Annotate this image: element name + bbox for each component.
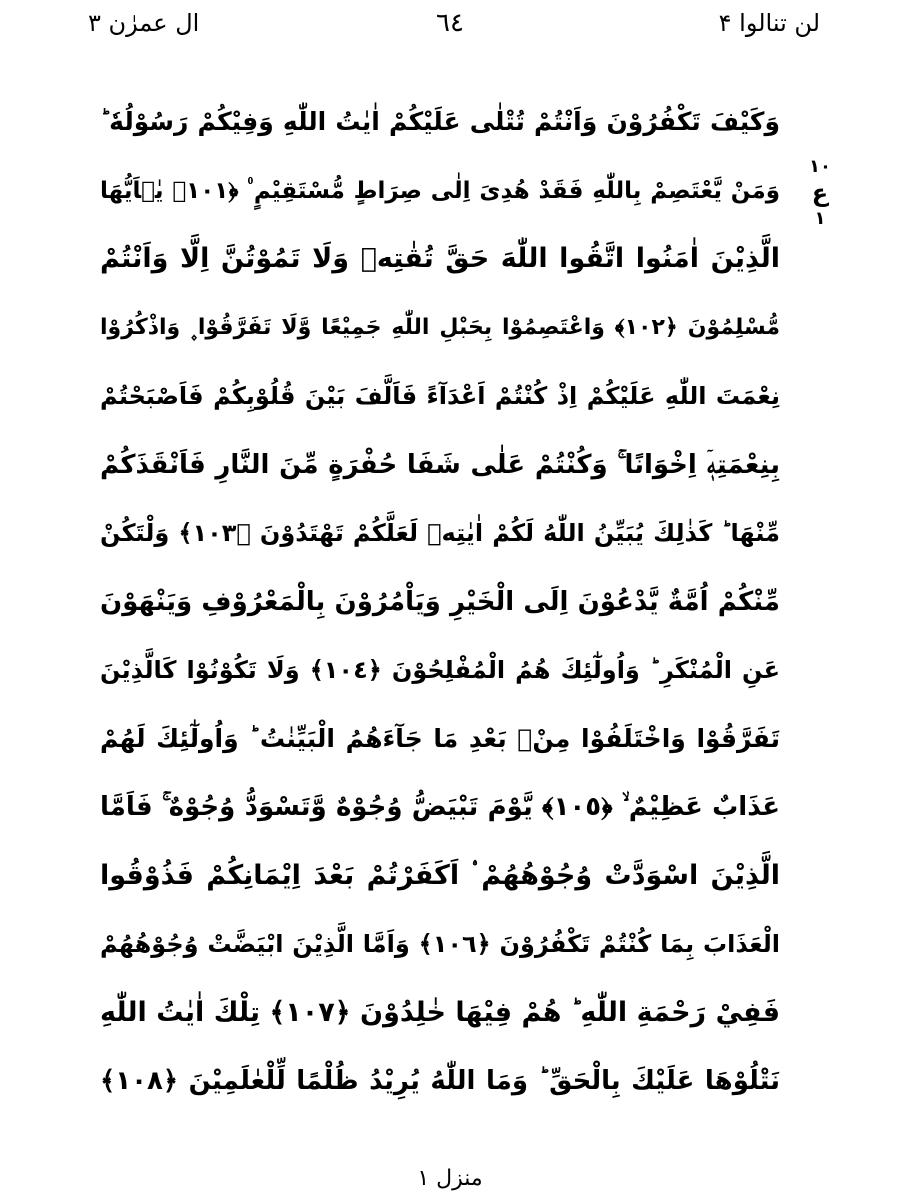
verse-line: بِنِعْمَتِهٖۤ اِخْوَانًا ۚ وَكُنْتُمْ عَلٰى شَفَا حُفْرَةٍ مِّنَ النَّارِ فَاَنْقَذَكُمْ bbox=[100, 449, 780, 480]
verse-line: عَنِ الْمُنْكَرِ ؕ وَاُولٰٓئِكَ هُمُ الْمُفْلِحُوْنَ ﴿١٠٤﴾ وَلَا تَكُوْنُوْا كَالَّذِيْنَ bbox=[100, 656, 780, 684]
verse-line: مِّنْكُمْ اُمَّةٌ يَّدْعُوْنَ اِلَى الْخَيْرِ وَيَاْمُرُوْنَ بِالْمَعْرُوْفِ وَيَنْهَوْنَ bbox=[100, 586, 780, 617]
verse-text-block bbox=[100, 88, 780, 1116]
ruku-sign: ع bbox=[811, 179, 829, 207]
verse-line: مِّنْهَا ؕ كَذٰلِكَ يُبَيِّنُ اللّٰهُ لَكُمْ اٰيٰتِهٖ لَعَلَّكُمْ تَهْتَدُوْنَ ﴿١٠٣﴾ وَلْتَكُنْ bbox=[100, 519, 780, 547]
verse-line: وَكَيْفَ تَكْفُرُوْنَ وَاَنْتُمْ تُتْلٰى عَلَيْكُمْ اٰيٰتُ اللّٰهِ وَفِيْكُمْ رَسُوْلُهٗ ؕ bbox=[100, 107, 780, 136]
para-name-header: لن تنالوا ۴ bbox=[718, 9, 820, 37]
verse-line: وَمَنْ يَّعْتَصِمْ بِاللّٰهِ فَقَدْ هُدِىَ اِلٰى صِرَاطٍ مُّسْتَقِيْمٍ ۠ ﴿١٠١﴾ يٰۤاَيُّهَا bbox=[100, 177, 780, 204]
verse-line: الَّذِيْنَ اسْوَدَّتْ وُجُوْهُهُمْ ۟ اَكَفَرْتُمْ بَعْدَ اِيْمَانِكُمْ فَذُوْقُوا bbox=[100, 859, 780, 891]
verse-line: فَفِيْ رَحْمَةِ اللّٰهِ ؕ هُمْ فِيْهَا خٰلِدُوْنَ ﴿١٠٧﴾ تِلْكَ اٰيٰتُ اللّٰهِ bbox=[100, 996, 780, 1028]
manzil-footer: منزل ۱ bbox=[417, 1166, 483, 1191]
verse-line: نِعْمَتَ اللّٰهِ عَلَيْكُمْ اِذْ كُنْتُمْ اَعْدَآءً فَاَلَّفَ بَيْنَ قُلُوْبِكُمْ فَاَصْبَحْتُمْ bbox=[100, 382, 780, 410]
verse-line: تَفَرَّقُوْا وَاخْتَلَفُوْا مِنْۢ بَعْدِ مَا جَآءَهُمُ الْبَيِّنٰتُ ؕ وَاُولٰٓئِكَ لَهُمْ bbox=[100, 723, 780, 753]
ruku-number: ١٠ bbox=[809, 156, 831, 177]
surah-name-header: ال عمرٰن ۳ bbox=[88, 9, 200, 37]
page-number: ٦٤ bbox=[436, 8, 464, 38]
verse-line: نَتْلُوْهَا عَلَيْكَ بِالْحَقِّ ؕ وَمَا اللّٰهُ يُرِيْدُ ظُلْمًا لِّلْعٰلَمِيْنَ ﴿١٠٨﴾ bbox=[100, 1066, 780, 1096]
verse-line: الَّذِيْنَ اٰمَنُوا اتَّقُوا اللّٰهَ حَقَّ تُقٰتِهٖ وَلَا تَمُوْتُنَّ اِلَّا وَاَنْتُمْ bbox=[100, 243, 780, 274]
ruku-count: ١ bbox=[814, 208, 826, 229]
verse-line: عَذَابٌ عَظِيْمٌ ۙ ﴿١٠٥﴾ يَّوْمَ تَبْيَضُّ وُجُوْهٌ وَّتَسْوَدُّ وُجُوْهٌ ۚ فَاَمَّا bbox=[100, 792, 780, 822]
verse-line: الْعَذَابَ بِمَا كُنْتُمْ تَكْفُرُوْنَ ﴿١٠٦﴾ وَاَمَّا الَّذِيْنَ ابْيَضَّتْ وُجُوْهُهُمْ bbox=[100, 930, 780, 958]
verse-line: مُّسْلِمُوْنَ ﴿١٠٢﴾ وَاعْتَصِمُوْا بِحَبْلِ اللّٰهِ جَمِيْعًا وَّلَا تَفَرَّقُوْا ۪ وَاذْكُرُوْا bbox=[100, 314, 780, 340]
ruku-marker bbox=[800, 156, 840, 230]
